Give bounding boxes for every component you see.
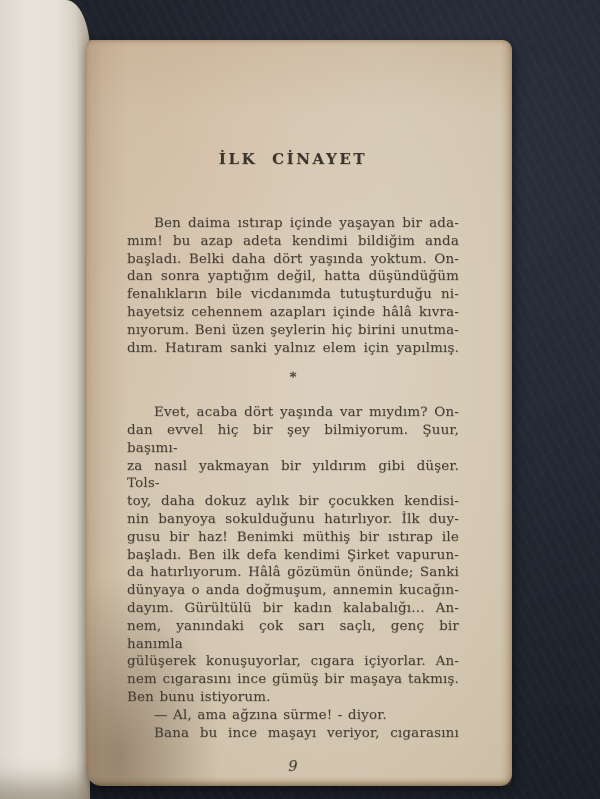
text-line: Evet, acaba dört yaşında var mıydım? On- <box>154 405 459 421</box>
text-line: dayım. Gürültülü bir kadın kalabalığı... An- <box>127 600 459 616</box>
text-line: nin banyoya sokulduğunu hatırlıyor. İlk duy- <box>127 511 459 527</box>
page-fore-edge <box>501 40 512 786</box>
text-line: Ben daima ıstırap içinde yaşayan bir ada- <box>154 216 459 231</box>
left-page-edge <box>0 0 90 799</box>
page-text <box>127 40 459 786</box>
text-line: başladı. Belki daha dört yaşında yoktum. On- <box>127 251 459 267</box>
text-line: dünyaya o anda doğmuşum, annemin kucağın- <box>127 583 459 599</box>
page-bottom-edge <box>92 777 512 786</box>
text-line: başladı. Ben ilk defa kendimi Şirket vapurun- <box>127 547 459 563</box>
text-line: gusu bir haz! Benimki müthiş bir ıstırap ile <box>127 529 459 545</box>
dialogue-line: — Al, ama ağzına sürme! - diyor. <box>154 707 387 723</box>
dialogue-line: Bana bu ince maşayı veriyor, cıgarasını <box>154 725 459 741</box>
text-line: nıyorum. Beni üzen şeylerin hiç birini unutma- <box>127 322 459 338</box>
text-line: gülüşerek konuşuyorlar, cıgara içiyorlar. An- <box>127 654 459 670</box>
section-separator: * <box>289 369 297 386</box>
chapter-title: İLK CİNAYET <box>218 150 368 168</box>
text-line: dım. Hatıram sanki yalnız elem için yapılmış. <box>127 340 459 356</box>
text-line: hayetsiz cehennem azapları içinde hâlâ kıvra- <box>127 304 459 320</box>
text-line: dan evvel hiç bir şey bilmiyorum. Şuur, başımı- <box>127 422 459 456</box>
text-line: Ben bunu istiyorum. <box>127 689 271 705</box>
page-number: 9 <box>288 759 298 776</box>
text-line: za nasıl yakmayan bir yıldırım gibi düşer. Tols- <box>127 458 459 492</box>
text-line: da hatırlıyorum. Hâlâ gözümün önünde; Sanki <box>127 565 459 581</box>
text-line: fenalıkların bile vicdanımda tutuşturduğu ni- <box>127 287 459 303</box>
text-line: mım! bu azap adeta kendimi bildiğim anda <box>127 233 459 249</box>
text-line: nem, yanındaki çok sarı saçlı, genç bir hanımla <box>127 618 459 652</box>
book-page <box>86 40 512 786</box>
text-line: nem cıgarasını ince gümüş bir maşaya takmış. <box>127 672 459 688</box>
text-line: toy, daha dokuz aylık bir çocukken kendisi- <box>127 494 459 510</box>
text-line: dan sonra yaptığım değil, hatta düşündüğüm <box>127 269 459 285</box>
